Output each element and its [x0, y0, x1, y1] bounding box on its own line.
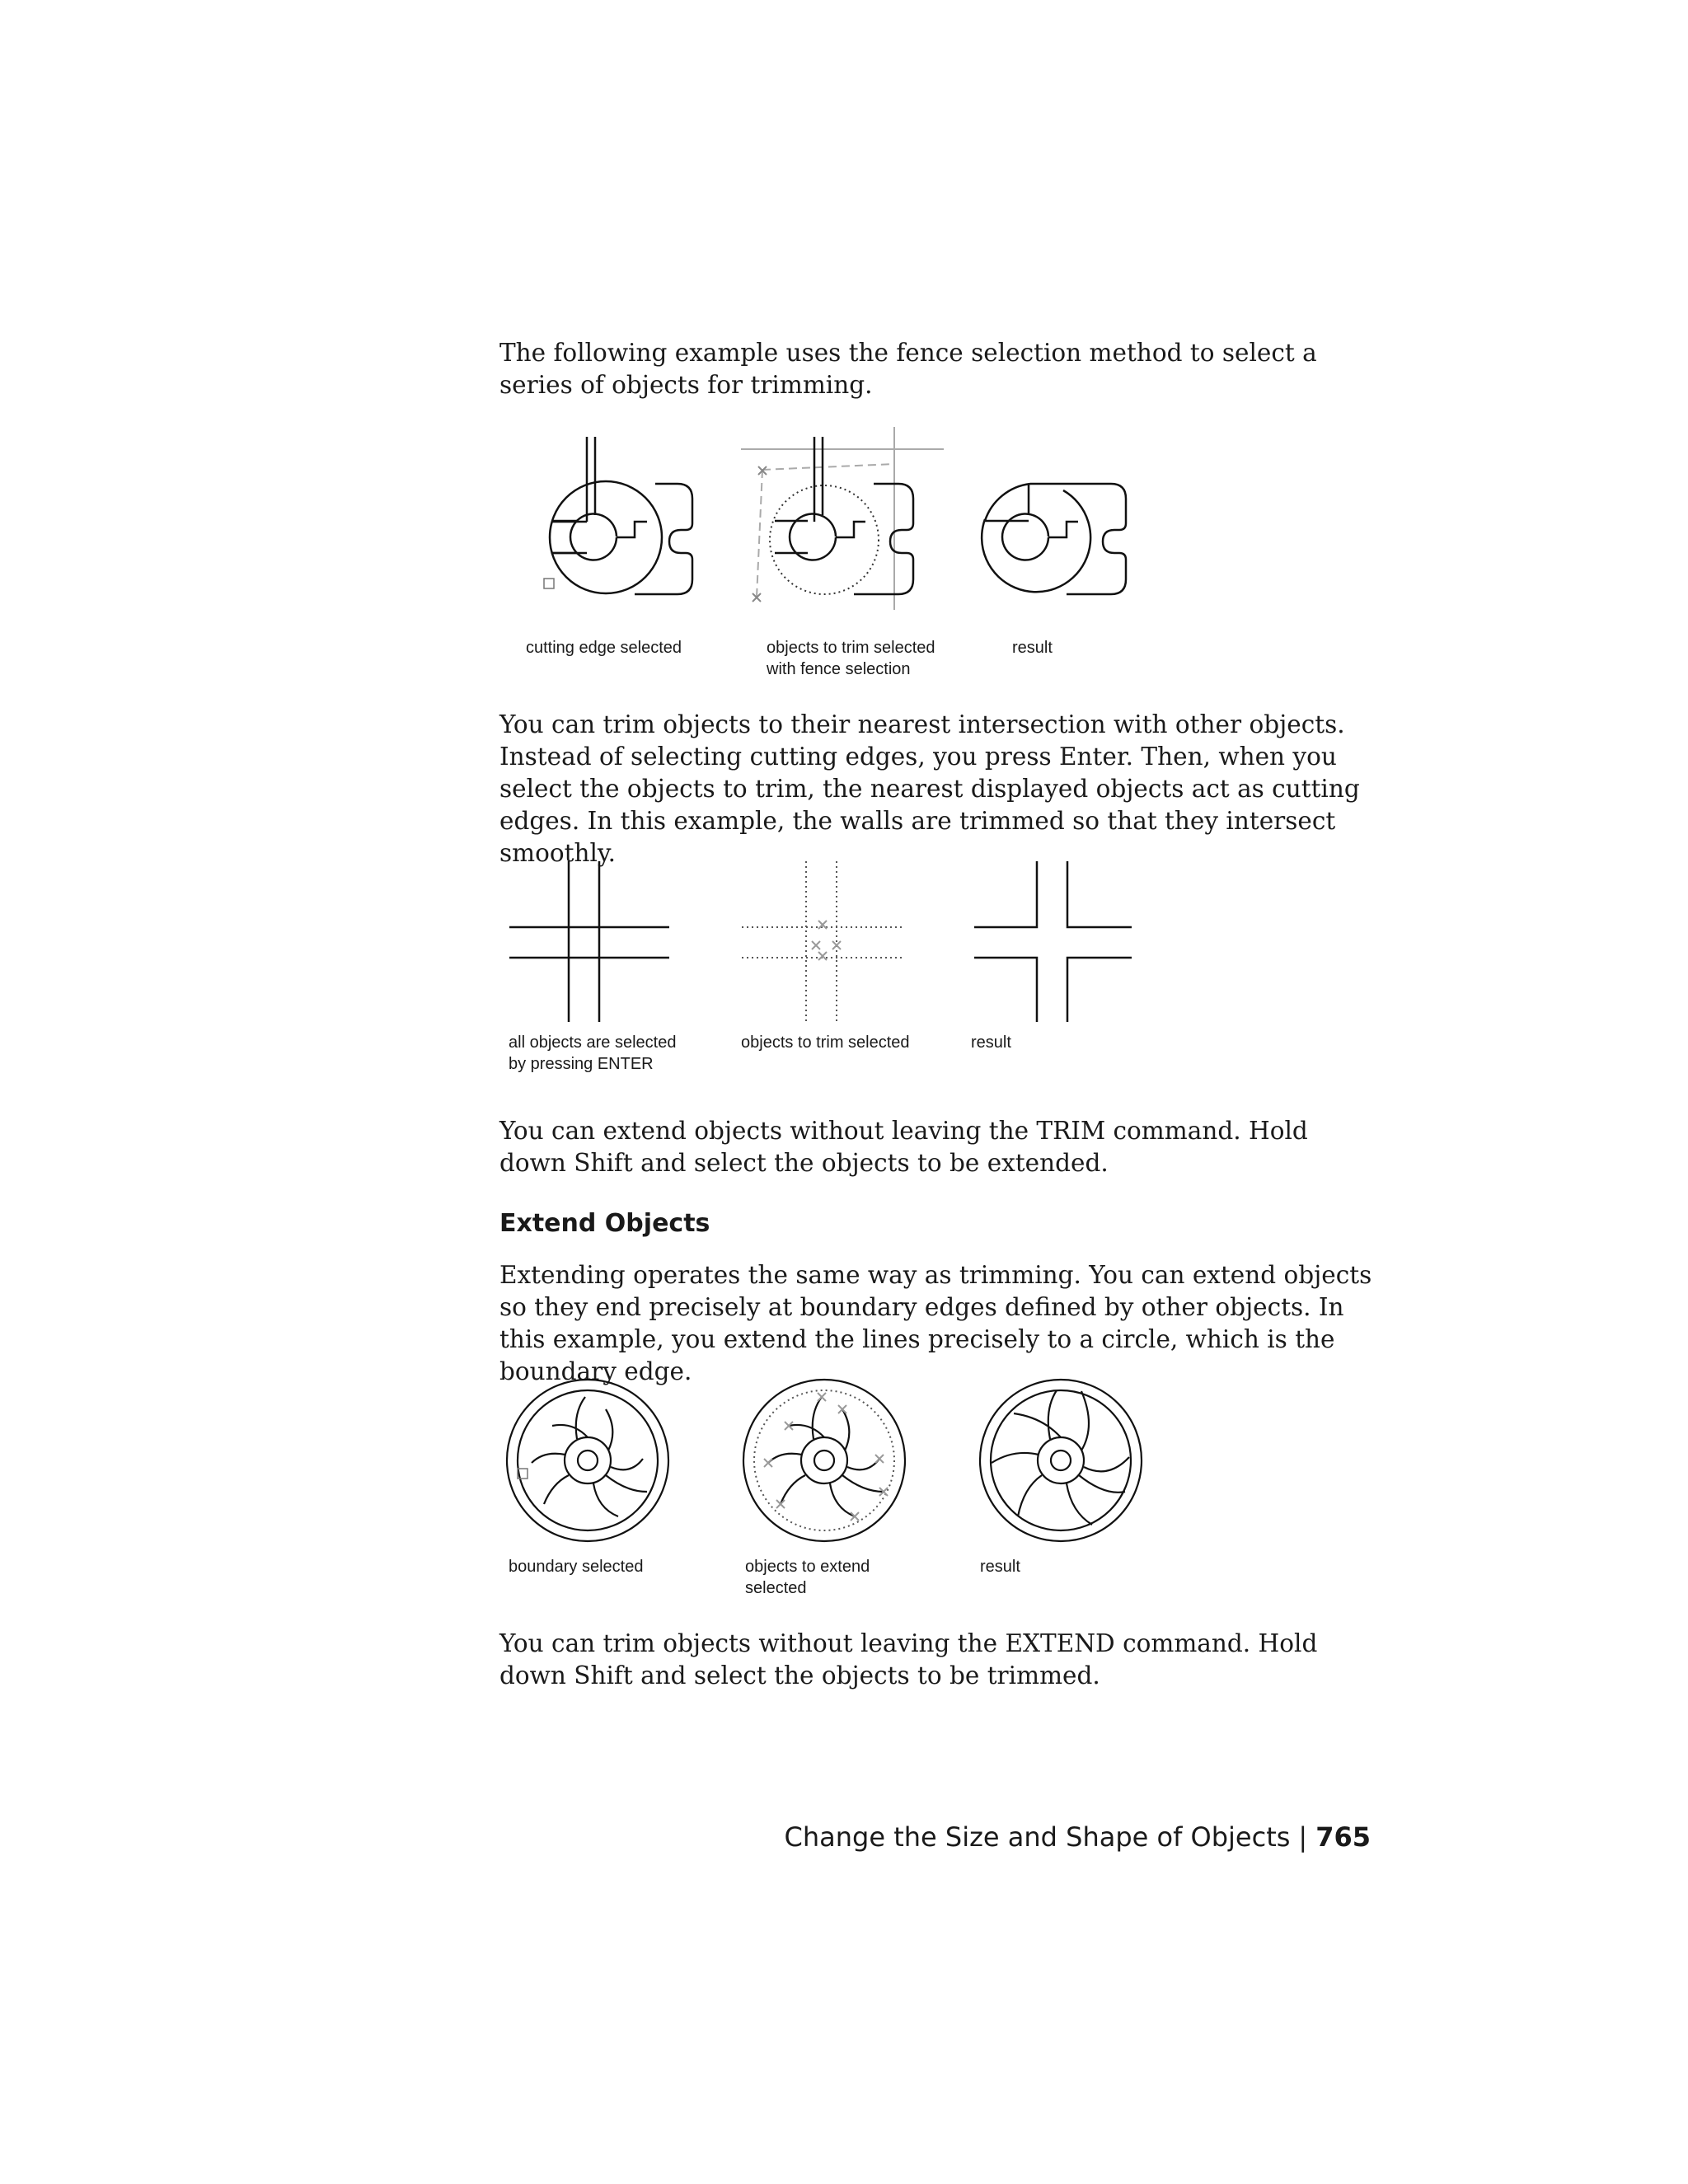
- caption-trim-selected: objects to trim selected: [741, 1033, 910, 1052]
- figure-walls-trim: [495, 857, 1154, 1026]
- caption-fence: objects to trim selected with fence selection: [767, 639, 935, 678]
- section-heading-extend-objects: Extend Objects: [499, 1209, 710, 1238]
- panel-result-3: [980, 1380, 1142, 1541]
- footer-separator: |: [1298, 1821, 1308, 1853]
- panel-trim-selected: [742, 861, 903, 1022]
- caption-extend-selected: objects to extend selected: [745, 1558, 870, 1597]
- caption-boundary-selected: boundary selected: [509, 1558, 644, 1576]
- paragraph-extend-from-trim: You can extend objects without leaving the TRIM command. Hold down Shift and select the objects to be extended.: [499, 1117, 1308, 1177]
- page-footer: [785, 1821, 1371, 1853]
- panel-cutting-edge: [544, 437, 692, 594]
- caption-all-selected: all objects are selected by pressing ENTER: [509, 1033, 677, 1073]
- caption-result-3: result: [980, 1558, 1020, 1576]
- paragraph-fence-intro: The following example uses the fence selection method to select a series of objects for trimming.: [499, 339, 1317, 399]
- caption-result-1: result: [1012, 639, 1053, 657]
- figure-extend-circle: [495, 1376, 1154, 1549]
- panel-fence: [741, 427, 944, 610]
- paragraph-trim-from-extend: You can trim objects without leaving the EXTEND command. Hold down Shift and select the objects to be trimmed.: [499, 1629, 1318, 1690]
- panel-result-2: [974, 861, 1132, 1022]
- paragraph-extending: Extending operates the same way as trimming. You can extend objects so they end precisely at boundary edges defined by other objects. In this example, you extend the lines precisely to a circle, which is the boundary edge.: [499, 1261, 1372, 1385]
- panel-boundary-selected: [507, 1380, 668, 1541]
- figure-fence-trim: [495, 424, 1203, 610]
- caption-cutting-edge: cutting edge selected: [526, 639, 682, 657]
- page-number: 765: [1315, 1821, 1371, 1853]
- footer-chapter-title: Change the Size and Shape of Objects: [784, 1821, 1291, 1853]
- panel-all-selected: [509, 861, 669, 1022]
- panel-result-1: [982, 484, 1126, 594]
- caption-result-2: result: [971, 1033, 1011, 1052]
- panel-extend-selected: [743, 1380, 905, 1541]
- paragraph-nearest-intersection: You can trim objects to their nearest intersection with other objects. Instead of selecting cutting edges, you press Enter. Then, when you select the objects to trim, the nearest displayed objects act as cutting edges. In this example, the walls are trimmed so that they intersect smoothly.: [499, 710, 1360, 867]
